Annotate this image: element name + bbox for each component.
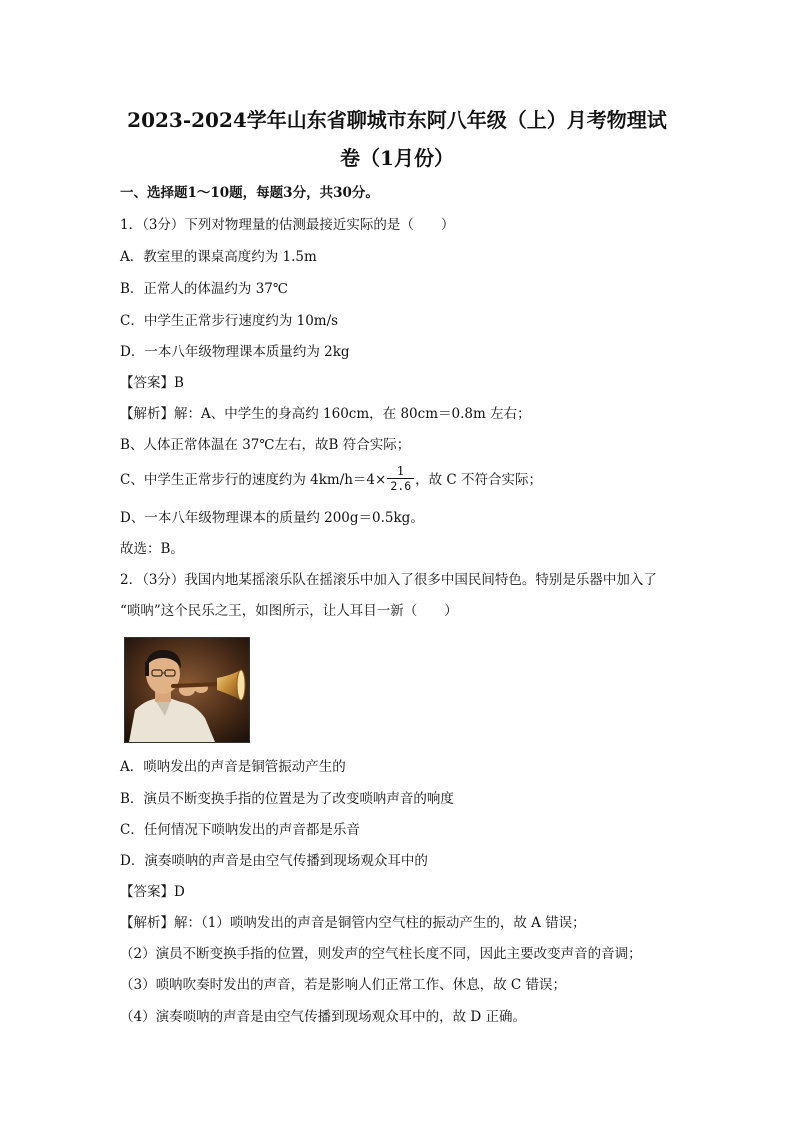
question-1-option-c: C．中学生正常步行速度约为 10m/s bbox=[120, 313, 339, 329]
question-1-answer: 【答案】B bbox=[120, 375, 184, 391]
fraction-numerator: 1 bbox=[387, 464, 414, 479]
question-2-analysis-2: （2）演员不断变换手指的位置，则发声的空气柱长度不同，因此主要改变声音的音调； bbox=[120, 946, 642, 962]
question-2-stem-line2: “唢呐”这个民乐之王，如图所示，让人耳目一新（ ） bbox=[120, 603, 458, 619]
suona-player-photo bbox=[124, 637, 250, 743]
question-2-analysis-4: （4）演奏唢呐的声音是由空气传播到现场观众耳中的，故 D 正确。 bbox=[120, 1009, 526, 1025]
question-1-option-b: B．正常人的体温约为 37℃ bbox=[120, 281, 288, 297]
question-2-option-a: A．唢呐发出的声音是铜管振动产生的 bbox=[120, 759, 346, 775]
question-1-analysis-b: B、人体正常体温在 37℃左右，故B 符合实际； bbox=[120, 437, 411, 453]
question-2-analysis-3: （3）唢呐吹奏时发出的声音，若是影响人们正常工作、休息，故 C 错误； bbox=[120, 977, 567, 993]
fraction bbox=[387, 464, 414, 493]
analysis-c-text-before: C、中学生正常步行的速度约为 4km/h＝4× bbox=[120, 472, 387, 488]
question-2-option-c: C．任何情况下唢呐发出的声音都是乐音 bbox=[120, 822, 360, 838]
question-2-option-d: D．演奏唢呐的声音是由空气传播到现场观众耳中的 bbox=[120, 853, 428, 869]
question-2-stem-line1: 2．（3分）我国内地某摇滚乐队在摇滚乐中加入了很多中国民间特色。特别是乐器中加入了 bbox=[120, 572, 657, 588]
question-2-answer: 【答案】D bbox=[120, 884, 185, 900]
question-1-analysis-c bbox=[120, 463, 543, 495]
question-1-conclusion: 故选：B。 bbox=[120, 541, 184, 557]
question-1-stem: 1．（3分）下列对物理量的估测最接近实际的是（ ） bbox=[120, 217, 455, 233]
question-2-option-b: B．演员不断变换手指的位置是为了改变唢呐声音的响度 bbox=[120, 791, 454, 807]
question-1-analysis-a: 【解析】解：A、中学生的身高约 160cm，在 80cm＝0.8m 左右； bbox=[120, 406, 531, 422]
section-heading: 一、选择题1～10题，每题3分，共30分。 bbox=[120, 185, 379, 201]
page-title-line2: 卷（1月份） bbox=[340, 146, 454, 170]
question-1-option-d: D．一本八年级物理课本质量约为 2kg bbox=[120, 344, 350, 360]
question-1-analysis-d: D、一本八年级物理课本的质量约 200g＝0.5kg。 bbox=[120, 510, 424, 526]
page-title-line1: 2023-2024学年山东省聊城市东阿八年级（上）月考物理试 bbox=[127, 108, 667, 132]
fraction-denominator: 2.6 bbox=[390, 479, 412, 493]
question-2-analysis-1: 【解析】解：（1）唢呐发出的声音是铜管内空气柱的振动产生的，故 A 错误； bbox=[120, 915, 586, 931]
analysis-c-text-after: ，故 C 不符合实际； bbox=[415, 472, 543, 488]
question-1-option-a: A．教室里的课桌高度约为 1.5m bbox=[120, 249, 317, 265]
